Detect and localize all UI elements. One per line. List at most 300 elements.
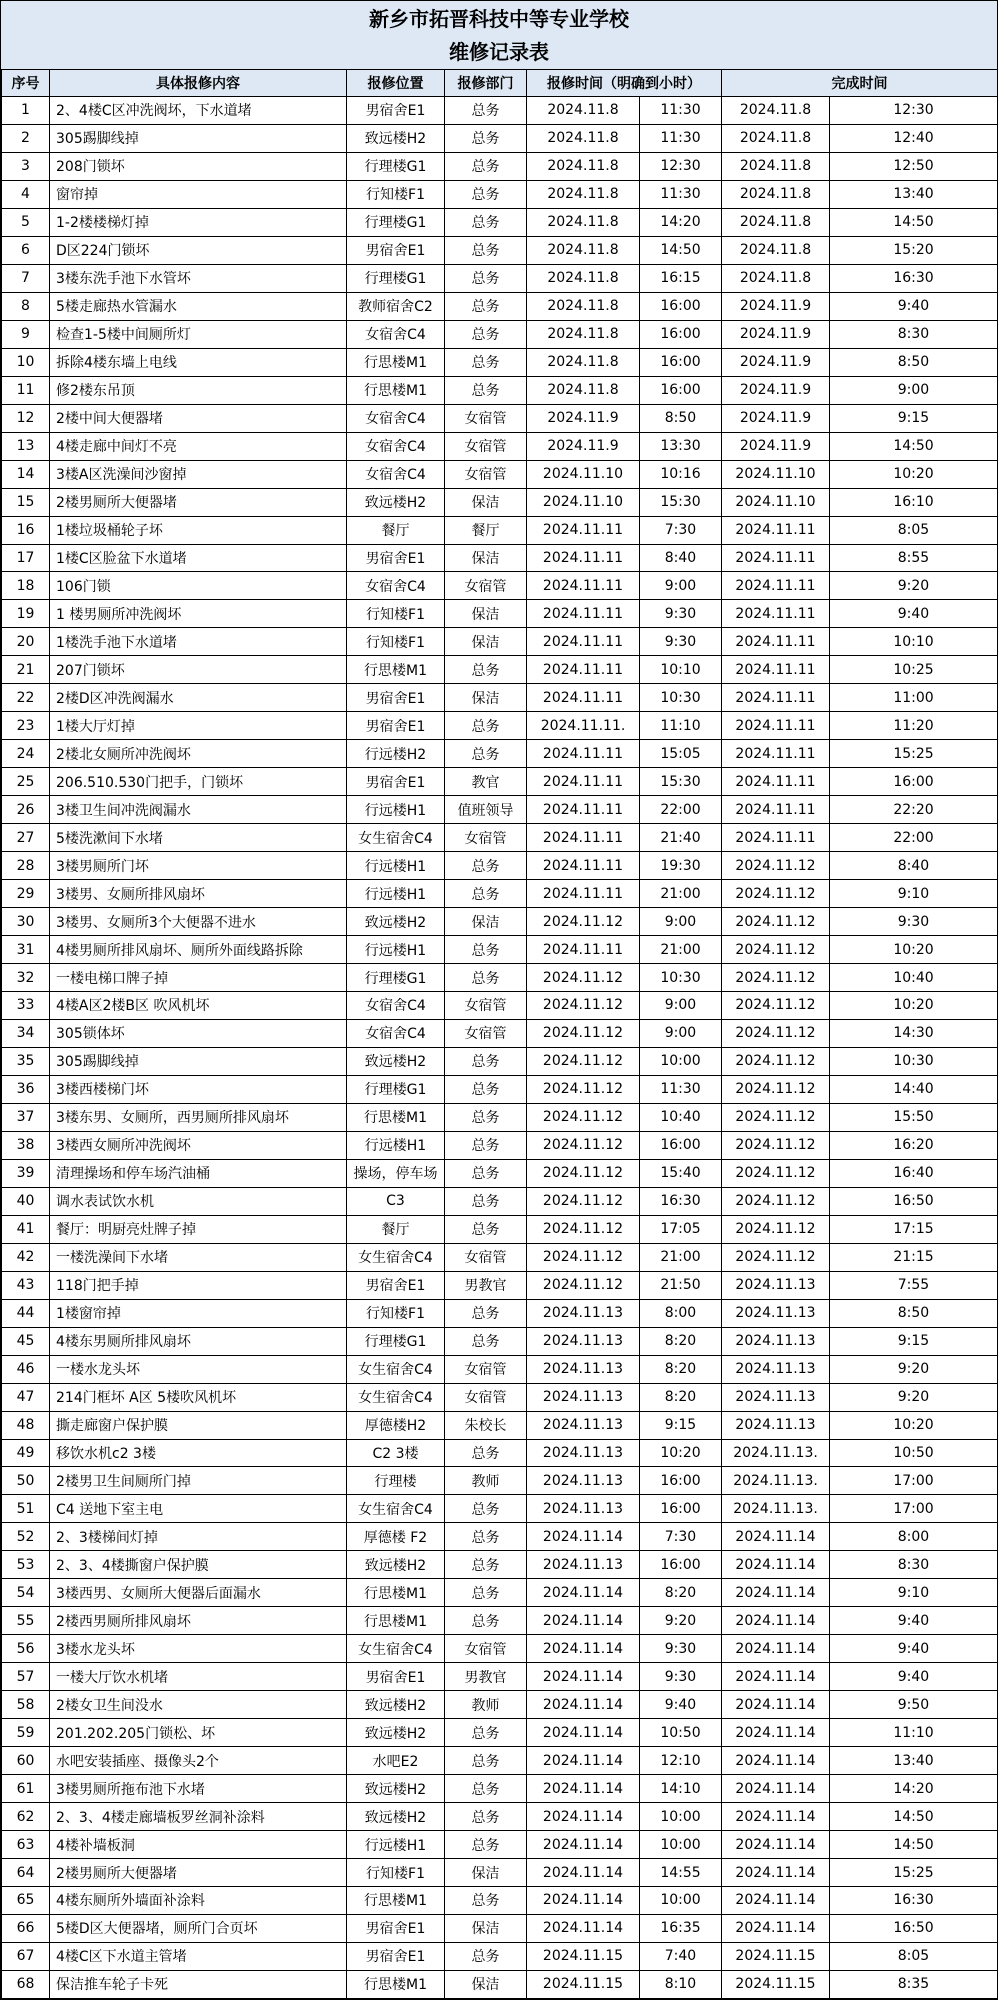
cell-report-date: 2024.11.11 [527,852,640,880]
cell-finish-date: 2024.11.12 [722,1243,830,1271]
cell-report-date: 2024.11.14 [527,1635,640,1663]
cell-dept: 总务 [445,656,527,684]
cell-no: 24 [2,740,50,768]
cell-no: 32 [2,964,50,992]
cell-finish-date: 2024.11.13 [722,1271,830,1299]
cell-report-date: 2024.11.12 [527,1271,640,1299]
cell-report-date: 2024.11.8 [527,292,640,320]
table-row [2,544,998,572]
cell-no: 59 [2,1719,50,1747]
cell-content: 3楼A区洗澡间沙窗掉 [50,460,347,488]
cell-location: 厚德楼 F2 [347,1523,445,1551]
cell-finish-date: 2024.11.11 [722,796,830,824]
cell-dept: 保洁 [445,908,527,936]
cell-dept: 男教官 [445,1271,527,1299]
cell-report-hour: 16:00 [640,292,722,320]
cell-no: 30 [2,908,50,936]
cell-no: 4 [2,180,50,208]
cell-content: 3楼卫生间冲洗阀漏水 [50,796,347,824]
cell-report-date: 2024.11.14 [527,1803,640,1831]
cell-report-hour: 16:00 [640,1495,722,1523]
cell-content: 305踢脚线掉 [50,1047,347,1075]
cell-location: 行理楼G1 [347,152,445,180]
cell-report-date: 2024.11.12 [527,992,640,1020]
cell-content: 一楼洗澡间下水堵 [50,1243,347,1271]
table-row [2,1775,998,1803]
cell-report-date: 2024.11.12 [527,1075,640,1103]
cell-report-date: 2024.11.12 [527,1187,640,1215]
cell-finish-hour: 9:10 [830,1579,998,1607]
cell-dept: 保洁 [445,1970,527,1998]
cell-report-date: 2024.11.14 [527,1887,640,1915]
cell-content: 5楼D区大便器堵，厕所门合页坏 [50,1914,347,1942]
cell-report-date: 2024.11.11 [527,768,640,796]
cell-no: 2 [2,124,50,152]
cell-content: 清理操场和停车场汽油桶 [50,1159,347,1187]
cell-report-hour: 16:35 [640,1914,722,1942]
cell-finish-hour: 8:05 [830,516,998,544]
cell-dept: 餐厅 [445,516,527,544]
cell-finish-date: 2024.11.13 [722,1355,830,1383]
cell-dept: 总务 [445,1299,527,1327]
cell-content: 2、3楼梯间灯掉 [50,1523,347,1551]
cell-location: 行思楼M1 [347,656,445,684]
cell-finish-hour: 9:20 [830,1355,998,1383]
cell-location: 行思楼M1 [347,1103,445,1131]
cell-content: 3楼东洗手池下水管坏 [50,264,347,292]
cell-report-hour: 9:00 [640,992,722,1020]
cell-report-date: 2024.11.14 [527,1691,640,1719]
cell-report-date: 2024.11.11 [527,628,640,656]
cell-report-hour: 16:00 [640,1467,722,1495]
cell-location: 行思楼M1 [347,348,445,376]
cell-finish-date: 2024.11.11 [722,656,830,684]
cell-dept: 女宿管 [445,572,527,600]
cell-finish-date: 2024.11.8 [722,152,830,180]
cell-finish-hour: 16:30 [830,264,998,292]
cell-content: 214门框坏 A区 5楼吹风机坏 [50,1383,347,1411]
cell-no: 19 [2,600,50,628]
cell-no: 3 [2,152,50,180]
table-row [2,1719,998,1747]
cell-dept: 总务 [445,124,527,152]
cell-no: 47 [2,1383,50,1411]
cell-finish-hour: 10:20 [830,992,998,1020]
cell-dept: 总务 [445,1887,527,1915]
cell-no: 37 [2,1103,50,1131]
table-row [2,880,998,908]
cell-dept: 总务 [445,1607,527,1635]
cell-location: 女生宿舍C4 [347,1383,445,1411]
cell-content: 4楼男厕所排风扇坏、厕所外面线路拆除 [50,936,347,964]
cell-no: 8 [2,292,50,320]
cell-dept: 女宿管 [445,992,527,1020]
cell-finish-date: 2024.11.14 [722,1914,830,1942]
cell-content: 1楼洗手池下水道堵 [50,628,347,656]
cell-finish-date: 2024.11.13 [722,1383,830,1411]
cell-finish-date: 2024.11.13 [722,1299,830,1327]
table-row [2,1607,998,1635]
cell-finish-date: 2024.11.11 [722,516,830,544]
cell-finish-date: 2024.11.14 [722,1887,830,1915]
cell-finish-hour: 9:40 [830,292,998,320]
cell-no: 28 [2,852,50,880]
cell-report-hour: 10:00 [640,1887,722,1915]
cell-finish-hour: 16:00 [830,768,998,796]
col-header-finish-time: 完成时间 [722,70,998,97]
cell-content: 1-2楼楼梯灯掉 [50,208,347,236]
cell-no: 42 [2,1243,50,1271]
cell-dept: 教师 [445,1691,527,1719]
cell-report-date: 2024.11.8 [527,236,640,264]
cell-report-hour: 10:16 [640,460,722,488]
table-row [2,264,998,292]
cell-finish-date: 2024.11.8 [722,180,830,208]
cell-report-hour: 11:30 [640,180,722,208]
cell-finish-date: 2024.11.14 [722,1607,830,1635]
cell-dept: 值班领导 [445,796,527,824]
table-row [2,852,998,880]
table-row [2,908,998,936]
cell-no: 35 [2,1047,50,1075]
cell-finish-hour: 15:50 [830,1103,998,1131]
cell-finish-date: 2024.11.8 [722,124,830,152]
cell-finish-date: 2024.11.15 [722,1942,830,1970]
cell-finish-date: 2024.11.11 [722,712,830,740]
cell-report-hour: 14:50 [640,236,722,264]
cell-location: 男宿舍E1 [347,1663,445,1691]
cell-finish-date: 2024.11.11 [722,824,830,852]
cell-no: 27 [2,824,50,852]
cell-dept: 总务 [445,1131,527,1159]
cell-no: 66 [2,1914,50,1942]
cell-finish-date: 2024.11.9 [722,320,830,348]
cell-location: 致远楼H2 [347,1803,445,1831]
cell-no: 10 [2,348,50,376]
cell-report-hour: 21:40 [640,824,722,852]
cell-finish-hour: 22:00 [830,824,998,852]
cell-no: 22 [2,684,50,712]
table-row [2,1663,998,1691]
cell-no: 68 [2,1970,50,1998]
col-header-dept: 报修部门 [445,70,527,97]
cell-content: 4楼东男厕所排风扇坏 [50,1327,347,1355]
cell-report-hour: 10:00 [640,1047,722,1075]
cell-no: 36 [2,1075,50,1103]
cell-location: 行思楼M1 [347,1970,445,1998]
cell-no: 1 [2,97,50,125]
cell-finish-date: 2024.11.11 [722,572,830,600]
school-title: 新乡市拓晋科技中等专业学校 [1,1,997,37]
cell-content: 2楼西男厕所排风扇坏 [50,1607,347,1635]
cell-finish-hour: 10:50 [830,1439,998,1467]
table-row [2,1803,998,1831]
cell-dept: 教师 [445,1467,527,1495]
cell-dept: 女宿管 [445,1355,527,1383]
cell-content: 201.202.205门锁松、坏 [50,1719,347,1747]
cell-finish-hour: 9:40 [830,1607,998,1635]
cell-content: 118门把手掉 [50,1271,347,1299]
cell-finish-date: 2024.11.9 [722,404,830,432]
cell-report-date: 2024.11.8 [527,124,640,152]
cell-report-date: 2024.11.10 [527,488,640,516]
cell-report-hour: 16:15 [640,264,722,292]
table-row [2,712,998,740]
cell-finish-date: 2024.11.11 [722,600,830,628]
cell-content: 208门锁坏 [50,152,347,180]
cell-report-hour: 19:30 [640,852,722,880]
cell-report-hour: 8:00 [640,1299,722,1327]
cell-report-hour: 21:00 [640,936,722,964]
cell-finish-date: 2024.11.12 [722,852,830,880]
cell-report-date: 2024.11.8 [527,348,640,376]
cell-report-hour: 16:00 [640,348,722,376]
cell-no: 67 [2,1942,50,1970]
cell-report-hour: 9:30 [640,600,722,628]
cell-report-date: 2024.11.13 [527,1439,640,1467]
cell-finish-hour: 9:15 [830,404,998,432]
cell-location: 女宿舍C4 [347,992,445,1020]
cell-dept: 女宿管 [445,1383,527,1411]
cell-location: 行知楼F1 [347,628,445,656]
cell-report-hour: 16:30 [640,1187,722,1215]
cell-report-date: 2024.11.11. [527,712,640,740]
cell-location: 男宿舍E1 [347,97,445,125]
cell-no: 21 [2,656,50,684]
table-row [2,1159,998,1187]
table-row [2,516,998,544]
cell-finish-hour: 14:50 [830,1831,998,1859]
table-row [2,1327,998,1355]
cell-report-date: 2024.11.11 [527,936,640,964]
cell-location: 行远楼H1 [347,880,445,908]
cell-finish-hour: 15:25 [830,740,998,768]
table-row [2,292,998,320]
cell-no: 9 [2,320,50,348]
cell-finish-date: 2024.11.11 [722,768,830,796]
table-row [2,1859,998,1887]
cell-finish-hour: 8:50 [830,348,998,376]
cell-report-hour: 16:00 [640,1131,722,1159]
table-row [2,572,998,600]
cell-dept: 总务 [445,320,527,348]
table-row [2,1131,998,1159]
cell-report-hour: 11:30 [640,1075,722,1103]
cell-finish-date: 2024.11.12 [722,1187,830,1215]
cell-finish-date: 2024.11.14 [722,1859,830,1887]
table-row [2,97,998,125]
cell-location: 行理楼G1 [347,1075,445,1103]
cell-no: 60 [2,1747,50,1775]
cell-report-hour: 8:20 [640,1327,722,1355]
cell-location: 致远楼H2 [347,124,445,152]
cell-finish-date: 2024.11.12 [722,1075,830,1103]
cell-finish-hour: 14:50 [830,208,998,236]
cell-dept: 总务 [445,264,527,292]
table-row [2,1439,998,1467]
cell-no: 29 [2,880,50,908]
table-row [2,1355,998,1383]
cell-no: 58 [2,1691,50,1719]
cell-dept: 总务 [445,1187,527,1215]
cell-location: 男宿舍E1 [347,768,445,796]
cell-report-date: 2024.11.8 [527,376,640,404]
cell-report-hour: 14:10 [640,1775,722,1803]
cell-report-date: 2024.11.13 [527,1299,640,1327]
cell-report-hour: 10:30 [640,684,722,712]
cell-dept: 教官 [445,768,527,796]
table-row [2,320,998,348]
cell-finish-hour: 17:00 [830,1467,998,1495]
cell-finish-date: 2024.11.11 [722,628,830,656]
cell-finish-hour: 9:40 [830,1635,998,1663]
cell-finish-hour: 12:40 [830,124,998,152]
cell-finish-hour: 9:20 [830,1383,998,1411]
cell-location: 女生宿舍C4 [347,1635,445,1663]
cell-report-date: 2024.11.12 [527,1047,640,1075]
cell-report-date: 2024.11.14 [527,1719,640,1747]
cell-finish-date: 2024.11.11 [722,684,830,712]
cell-no: 43 [2,1271,50,1299]
cell-location: 女宿舍C4 [347,432,445,460]
cell-finish-hour: 10:40 [830,964,998,992]
cell-finish-hour: 10:20 [830,936,998,964]
cell-no: 45 [2,1327,50,1355]
cell-location: 致远楼H2 [347,1551,445,1579]
cell-finish-hour: 16:10 [830,488,998,516]
table-row [2,1579,998,1607]
cell-report-hour: 9:30 [640,1635,722,1663]
cell-report-date: 2024.11.14 [527,1523,640,1551]
table-row [2,600,998,628]
table-row [2,488,998,516]
cell-finish-date: 2024.11.15 [722,1970,830,1998]
cell-content: 一楼大厅饮水机堵 [50,1663,347,1691]
cell-finish-date: 2024.11.8 [722,264,830,292]
table-row [2,180,998,208]
cell-finish-hour: 10:20 [830,1411,998,1439]
cell-no: 39 [2,1159,50,1187]
cell-finish-date: 2024.11.9 [722,292,830,320]
cell-finish-hour: 9:40 [830,1663,998,1691]
col-header-content: 具体报修内容 [50,70,347,97]
cell-finish-date: 2024.11.8 [722,208,830,236]
cell-no: 6 [2,236,50,264]
cell-report-date: 2024.11.11 [527,796,640,824]
header-row [2,70,998,97]
cell-content: 撕走廊窗户保护膜 [50,1411,347,1439]
cell-content: 1楼大厅灯掉 [50,712,347,740]
cell-finish-date: 2024.11.13. [722,1467,830,1495]
cell-finish-date: 2024.11.10 [722,488,830,516]
cell-content: 207门锁坏 [50,656,347,684]
table-row [2,1271,998,1299]
cell-no: 31 [2,936,50,964]
cell-dept: 男教官 [445,1663,527,1691]
cell-location: 厚德楼H2 [347,1411,445,1439]
cell-dept: 总务 [445,1579,527,1607]
cell-report-hour: 9:00 [640,1019,722,1047]
cell-finish-hour: 12:30 [830,97,998,125]
cell-report-date: 2024.11.13 [527,1467,640,1495]
cell-dept: 总务 [445,880,527,908]
repair-table [1,69,998,1999]
cell-dept: 总务 [445,1103,527,1131]
cell-finish-date: 2024.11.11 [722,544,830,572]
cell-finish-hour: 15:25 [830,1859,998,1887]
cell-finish-hour: 9:20 [830,572,998,600]
cell-report-date: 2024.11.8 [527,97,640,125]
cell-dept: 总务 [445,1551,527,1579]
table-row [2,1299,998,1327]
cell-dept: 总务 [445,180,527,208]
cell-dept: 总务 [445,236,527,264]
cell-dept: 总务 [445,1747,527,1775]
cell-report-hour: 9:15 [640,1411,722,1439]
cell-report-date: 2024.11.12 [527,1215,640,1243]
cell-location: 致远楼H2 [347,488,445,516]
table-row [2,740,998,768]
cell-report-hour: 10:40 [640,1103,722,1131]
cell-report-hour: 14:55 [640,1859,722,1887]
cell-finish-hour: 8:55 [830,544,998,572]
cell-no: 13 [2,432,50,460]
cell-report-date: 2024.11.11 [527,740,640,768]
cell-report-date: 2024.11.10 [527,460,640,488]
cell-finish-date: 2024.11.12 [722,964,830,992]
cell-content: 3楼男厕所拖布池下水堵 [50,1775,347,1803]
cell-finish-date: 2024.11.13 [722,1411,830,1439]
cell-report-date: 2024.11.11 [527,824,640,852]
table-row [2,1887,998,1915]
cell-location: 行理楼G1 [347,208,445,236]
cell-report-hour: 12:10 [640,1747,722,1775]
cell-dept: 总务 [445,348,527,376]
cell-report-date: 2024.11.14 [527,1747,640,1775]
cell-report-date: 2024.11.13 [527,1551,640,1579]
cell-report-date: 2024.11.12 [527,964,640,992]
cell-location: 女生宿舍C4 [347,1495,445,1523]
col-header-report-time: 报修时间（明确到小时） [527,70,722,97]
cell-no: 5 [2,208,50,236]
cell-report-hour: 9:30 [640,1663,722,1691]
cell-finish-date: 2024.11.12 [722,1215,830,1243]
cell-dept: 保洁 [445,1859,527,1887]
cell-location: 致远楼H2 [347,1719,445,1747]
cell-finish-date: 2024.11.12 [722,1019,830,1047]
cell-location: 行思楼M1 [347,1887,445,1915]
cell-dept: 保洁 [445,628,527,656]
cell-dept: 女宿管 [445,824,527,852]
cell-location: 行远楼H1 [347,1831,445,1859]
table-row [2,992,998,1020]
cell-location: 女宿舍C4 [347,460,445,488]
cell-report-date: 2024.11.9 [527,432,640,460]
cell-location: 男宿舍E1 [347,1271,445,1299]
cell-finish-hour: 9:10 [830,880,998,908]
cell-report-date: 2024.11.14 [527,1859,640,1887]
table-row [2,1187,998,1215]
cell-content: 2楼北女厕所冲洗阀坏 [50,740,347,768]
cell-report-hour: 9:30 [640,628,722,656]
cell-finish-date: 2024.11.13. [722,1495,830,1523]
cell-finish-hour: 9:50 [830,1691,998,1719]
table-row [2,1747,998,1775]
cell-location: 女宿舍C4 [347,320,445,348]
cell-dept: 总务 [445,1803,527,1831]
cell-report-hour: 15:30 [640,768,722,796]
cell-dept: 总务 [445,1047,527,1075]
